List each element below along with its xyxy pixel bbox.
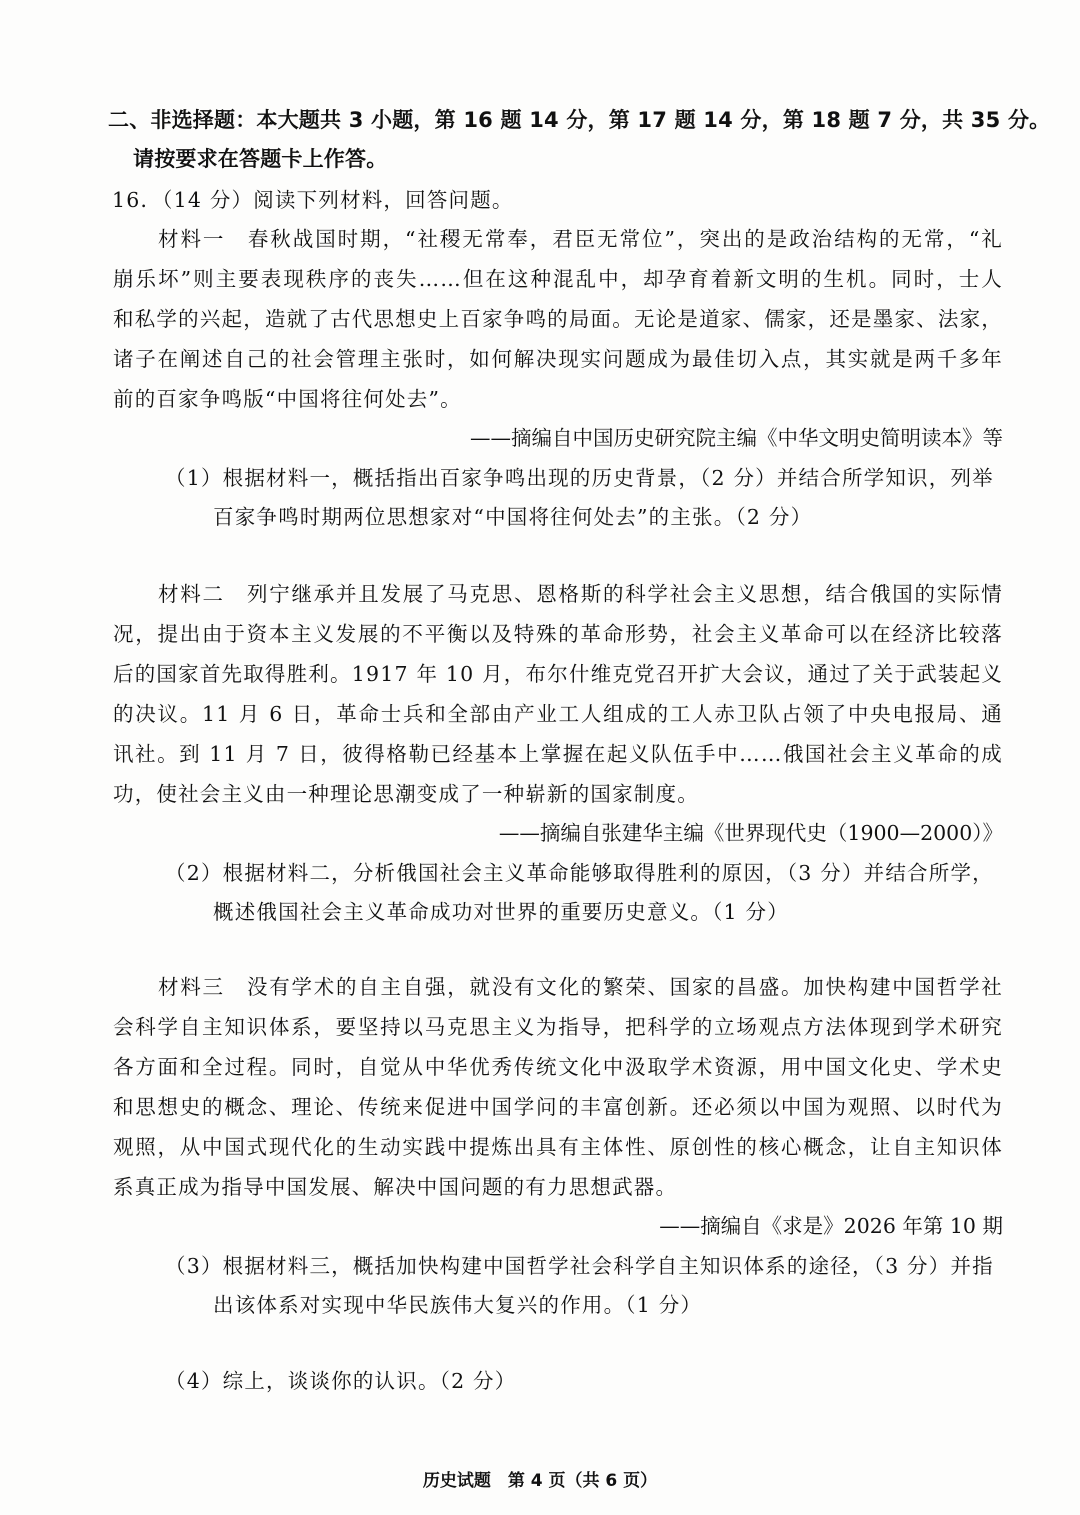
section-heading-line2: 请按要求在答题卡上作答。 bbox=[133, 147, 388, 171]
material-2-line: 材料二 列宁继承并且发展了马克思、恩格斯的科学社会主义思想，结合俄国的实际情 bbox=[158, 582, 1003, 606]
material-2-source: ——摘编自张建华主编《世界现代史（1900—2000）》 bbox=[498, 821, 1003, 845]
material-2-line: 后的国家首先取得胜利。1917 年 10 月，布尔什维克党召开扩大会议，通过了关于武装起义 bbox=[113, 662, 1003, 686]
material-3-line: 系真正成为指导中国发展、解决中国问题的有力思想武器。 bbox=[113, 1175, 678, 1199]
sub-question-2-line: 概述俄国社会主义革命成功对世界的重要历史意义。（1 分） bbox=[213, 900, 789, 924]
material-3-line: 各方面和全过程。同时，自觉从中华优秀传统文化中汲取学术资源，用中国文化史、学术史 bbox=[113, 1055, 1003, 1079]
sub-question-3-line: （3）根据材料三，概括加快构建中国哲学社会科学自主知识体系的途径，（3 分）并指 bbox=[165, 1254, 994, 1278]
material-3-line: 会科学自主知识体系，要坚持以马克思主义为指导，把科学的立场观点方法体现到学术研究 bbox=[113, 1015, 1003, 1039]
material-3-line: 观照，从中国式现代化的生动实践中提炼出具有主体性、原创性的核心概念，让自主知识体 bbox=[113, 1135, 1003, 1159]
material-2-line: 的决议。11 月 6 日，革命士兵和全部由产业工人组成的工人赤卫队占领了中央电报局、通 bbox=[113, 702, 1003, 726]
page-footer: 历史试题 第 4 页（共 6 页） bbox=[422, 1471, 658, 1491]
material-3-line: 材料三 没有学术的自主自强，就没有文化的繁荣、国家的昌盛。加快构建中国哲学社 bbox=[158, 975, 1003, 999]
question-header: 16．（14 分）阅读下列材料，回答问题。 bbox=[112, 188, 514, 212]
sub-question-2-line: （2）根据材料二，分析俄国社会主义革命能够取得胜利的原因，（3 分）并结合所学， bbox=[165, 861, 994, 885]
sub-question-1-line: 百家争鸣时期两位思想家对“中国将往何处去”的主张。（2 分） bbox=[213, 505, 813, 529]
sub-question-4-line: （4）综上，谈谈你的认识。（2 分） bbox=[165, 1369, 517, 1393]
material-2-line: 功，使社会主义由一种理论思潮变成了一种崭新的国家制度。 bbox=[113, 782, 699, 806]
material-3-source: ——摘编自《求是》2026 年第 10 期 bbox=[659, 1214, 1003, 1238]
material-3-line: 和思想史的概念、理论、传统来促进中国学问的丰富创新。还必须以中国为观照、以时代为 bbox=[113, 1095, 1003, 1119]
material-2-line: 讯社。到 11 月 7 日，彼得格勒已经基本上掌握在起义队伍手中……俄国社会主义革命的成 bbox=[113, 742, 1003, 766]
material-1-line: 材料一 春秋战国时期，“社稷无常奉，君臣无常位”，突出的是政治结构的无常，“礼 bbox=[158, 227, 1003, 251]
material-1-source: ——摘编自中国历史研究院主编《中华文明史简明读本》等 bbox=[470, 426, 1003, 450]
material-1-line: 前的百家争鸣版“中国将往何处去”。 bbox=[113, 387, 462, 411]
material-1-line: 诸子在阐述自己的社会管理主张时，如何解决现实问题成为最佳切入点，其实就是两千多年 bbox=[113, 347, 1003, 371]
material-1-line: 和私学的兴起，造就了古代思想史上百家争鸣的局面。无论是道家、儒家，还是墨家、法家， bbox=[113, 307, 1003, 331]
section-heading-line1: 二、非选择题：本大题共 3 小题，第 16 题 14 分，第 17 题 14 分，第 18 题 7 分，共 35 分。 bbox=[108, 108, 1051, 132]
material-1-line: 崩乐坏”则主要表现秩序的丧失……但在这种混乱中，却孕育着新文明的生机。同时，士人 bbox=[113, 267, 1003, 291]
sub-question-3-line: 出该体系对实现中华民族伟大复兴的作用。（1 分） bbox=[213, 1293, 703, 1317]
material-2-line: 况，提出由于资本主义发展的不平衡以及特殊的革命形势，社会主义革命可以在经济比较落 bbox=[113, 622, 1003, 646]
sub-question-1-line: （1）根据材料一，概括指出百家争鸣出现的历史背景，（2 分）并结合所学知识，列举 bbox=[165, 466, 994, 490]
